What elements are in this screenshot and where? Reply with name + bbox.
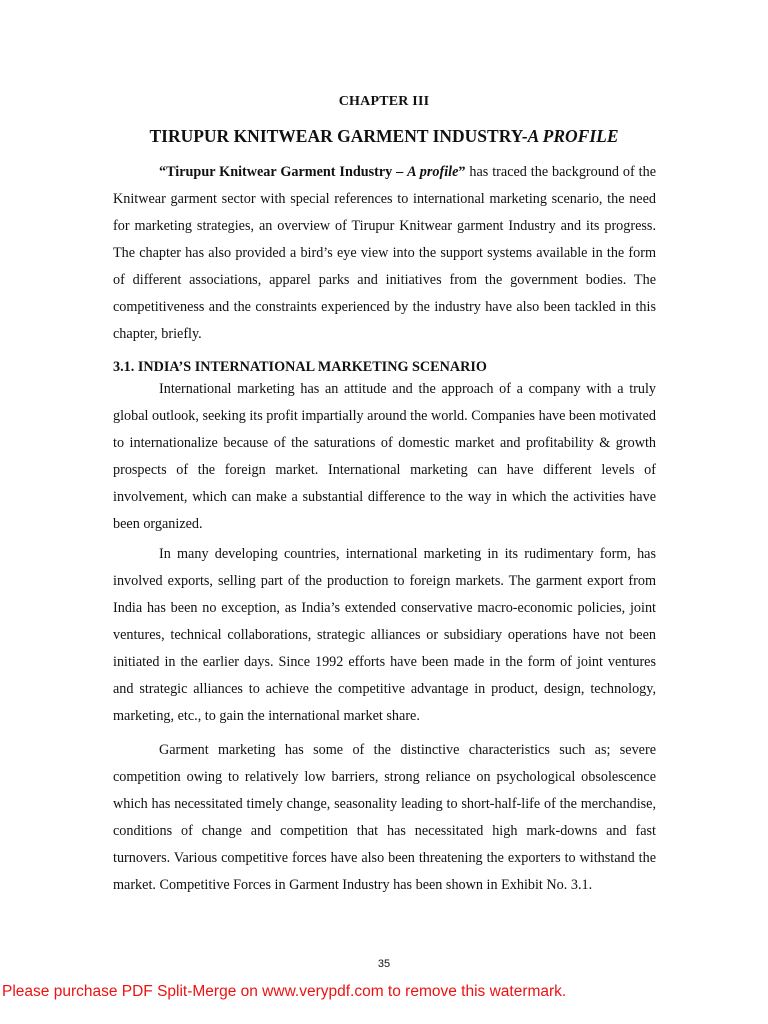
- body-paragraph-2: In many developing countries, international marketing in its rudimentary form, has involved exports, selling part of the production to foreign markets. The garment export from India has been no exception, as India’s extended conservative macro-economic policies, joint ventures, technical collaborations, strategic alliances or subsidiary operations have not been initiated in the earlier days. Since 1992 efforts have been made in the form of joint ventures and strategic alliances to achieve the competitive advantage in product, design, technology, marketing, etc., to gain the international market share.: [113, 546, 656, 724]
- intro-quote: [159, 164, 465, 180]
- section-heading: 3.1. INDIA’S INTERNATIONAL MARKETING SCENARIO: [113, 359, 487, 375]
- intro-text: has traced the background of the Knitwear garment sector with special references to international marketing scenario, the need for marketing strategies, an overview of Tirupur Knitwear garment Industry and its progress. The chapter has also provided a bird’s eye view into the support systems available in the form of different associations, apparel parks and initiatives from the government bodies. The competitiveness and the constraints experienced by the industry have also been tackled in this chapter, briefly.: [113, 164, 656, 342]
- intro-quote-close: ”: [458, 164, 466, 180]
- intro-quote-open: “Tirupur Knitwear Garment Industry –: [159, 164, 408, 180]
- chapter-title-main: TIRUPUR KNITWEAR GARMENT INDUSTRY-: [149, 126, 528, 146]
- body-paragraph-3: Garment marketing has some of the distinctive characteristics such as; severe competition owing to relatively low barriers, strong reliance on psychological obsolescence which has necessitated timely change, seasonality leading to short-half-life of the merchandise, conditions of change and competition that has necessitated high mark-downs and fast turnovers. Various competitive forces have also been threatening the exporters to withstand the market. Competitive Forces in Garment Industry has been shown in Exhibit No. 3.1.: [113, 742, 656, 893]
- chapter-title-italic: A PROFILE: [527, 126, 619, 146]
- intro-paragraph: [113, 159, 656, 348]
- chapter-label: CHAPTER III: [338, 94, 430, 109]
- intro-quote-italic: A profile: [407, 164, 459, 180]
- chapter-title: [0, 126, 768, 147]
- body-paragraph-1: International marketing has an attitude and the approach of a company with a truly global outlook, seeking its profit impartially around the world. Companies have been motivated to internationalize because of the saturations of domestic market and profitability & growth prospects of the foreign market. International marketing can have different levels of involvement, which can make a substantial difference to the way in which the activities have been organized.: [113, 381, 656, 532]
- page-number: 35: [377, 958, 391, 970]
- watermark-text: Please purchase PDF Split-Merge on www.verypdf.com to remove this watermark.: [2, 983, 567, 1000]
